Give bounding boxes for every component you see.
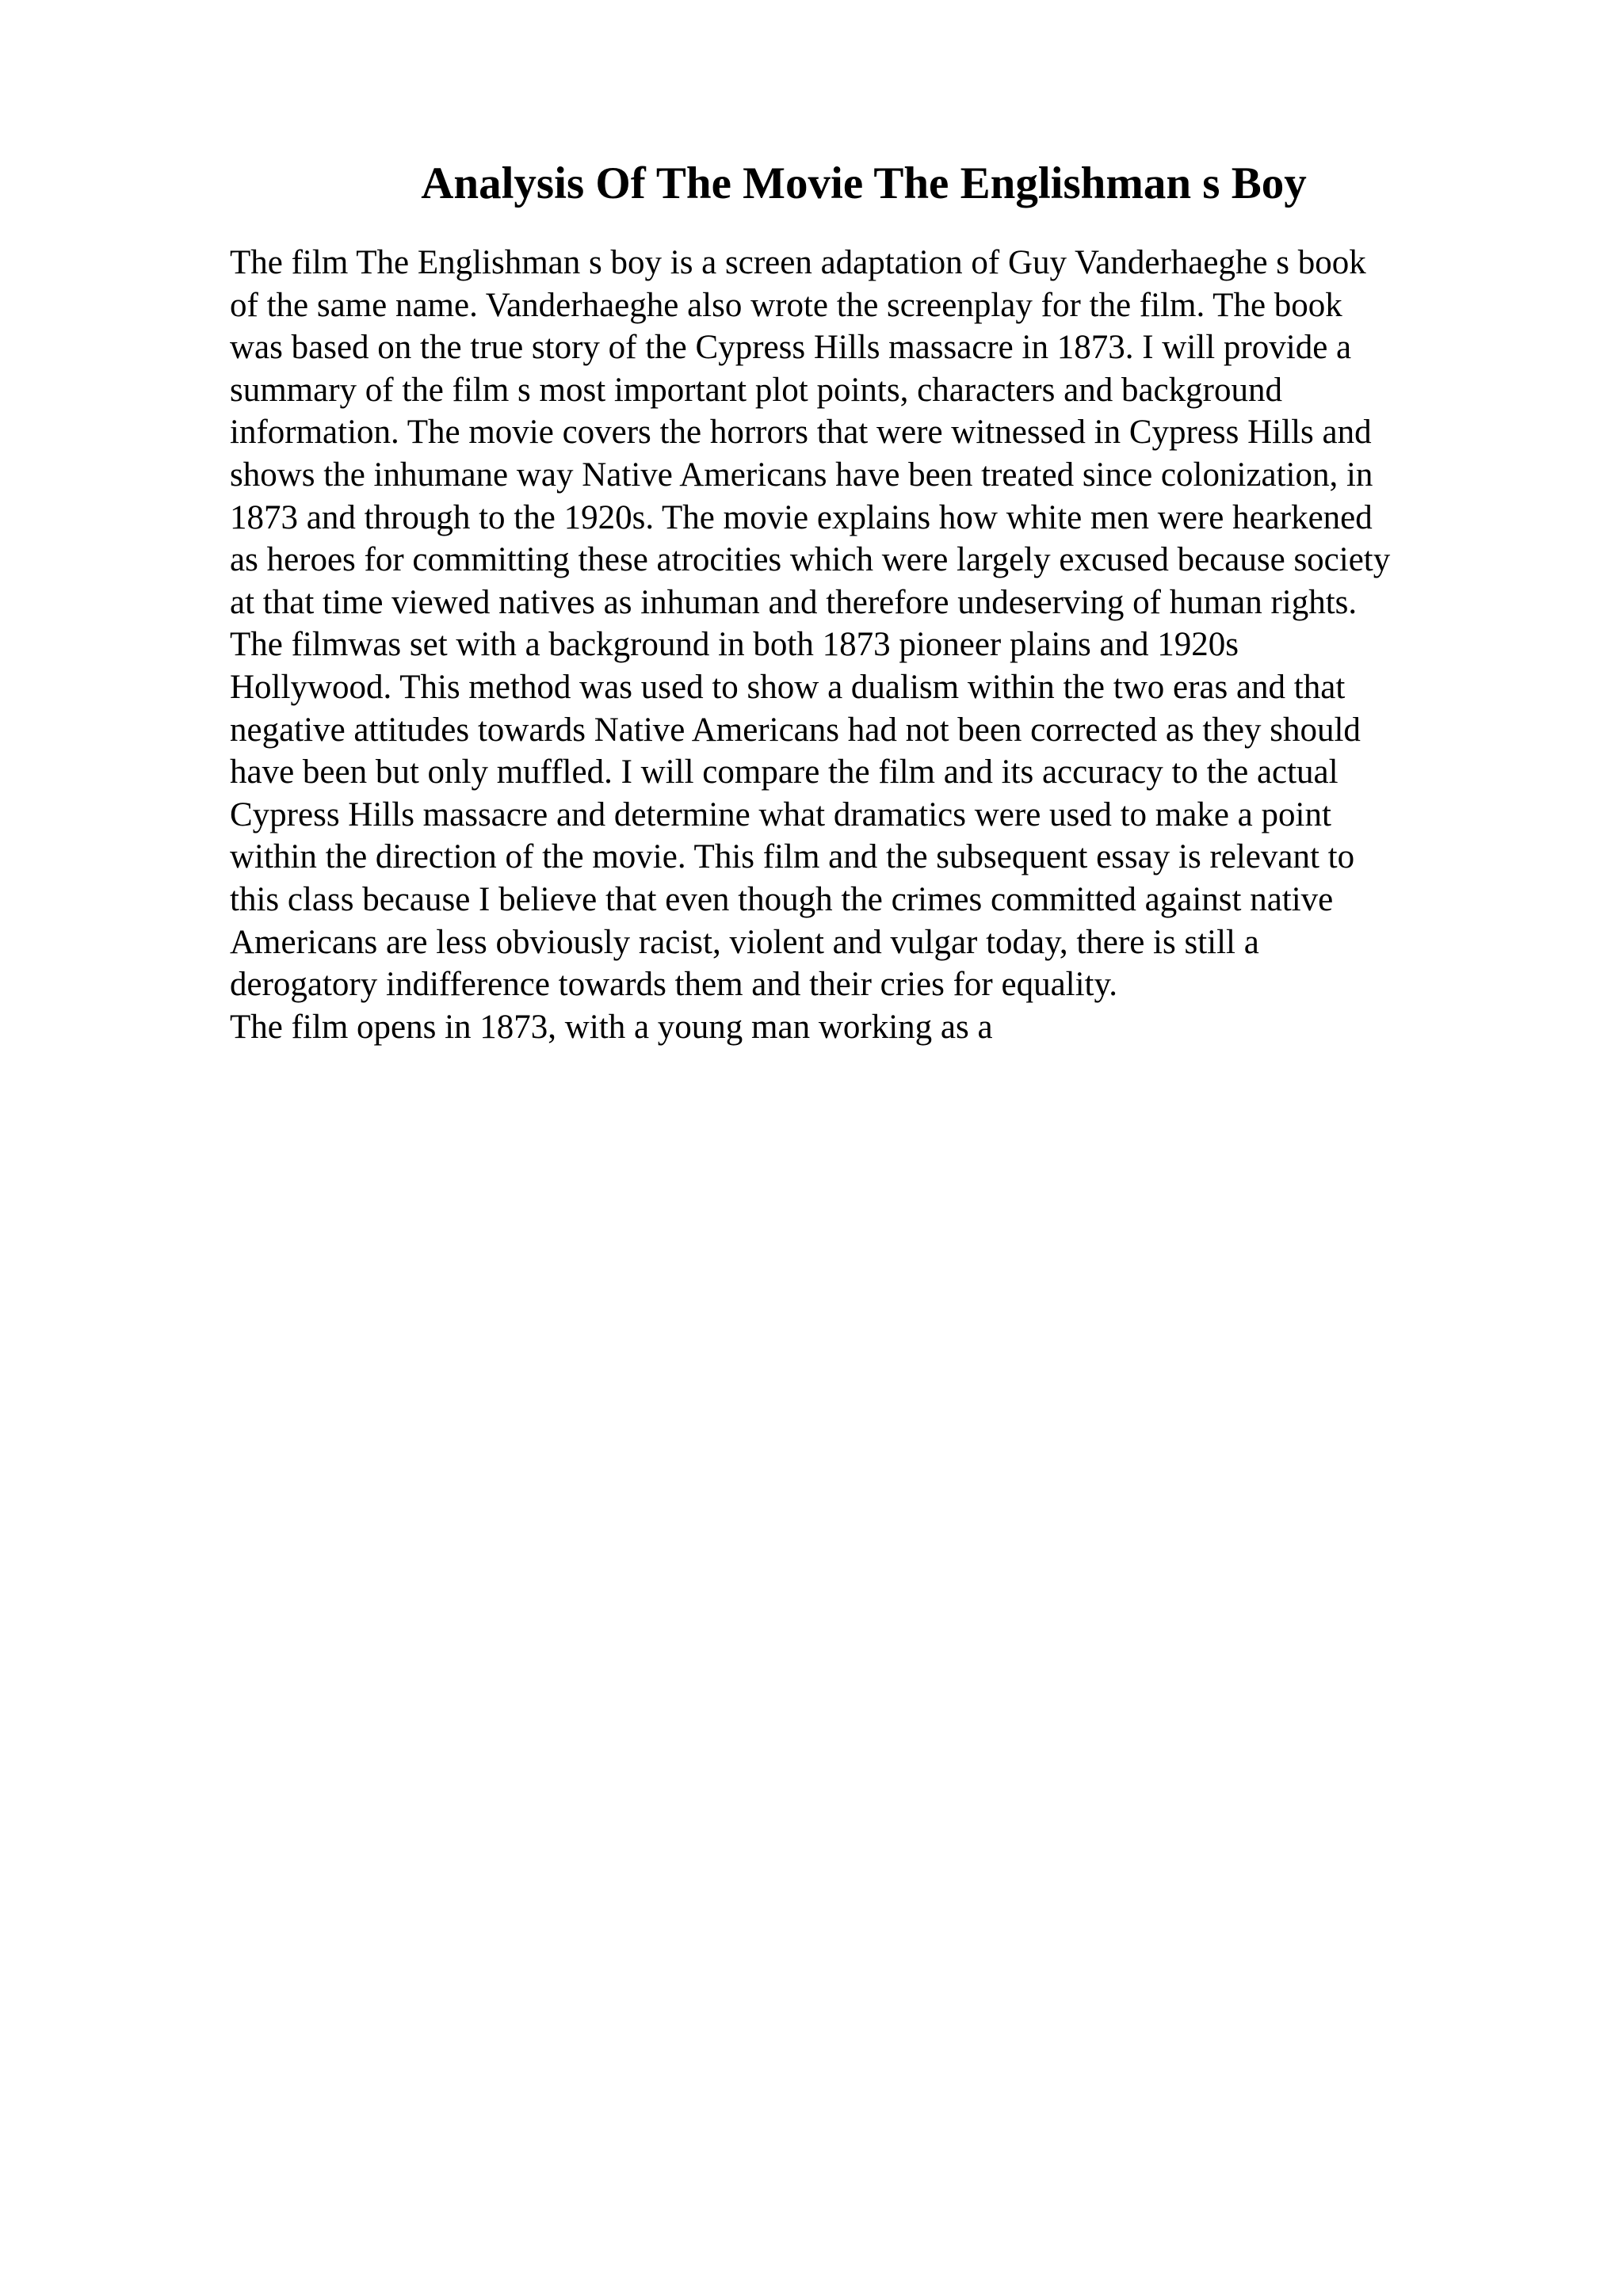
body-line: negative attitudes towards Native Americans had not been corrected as they should (230, 711, 1361, 749)
document-title: Analysis Of The Movie The Englishman s Boy (421, 158, 1307, 208)
body-line: at that time viewed natives as inhuman and therefore undeserving of human rights. (230, 583, 1358, 621)
body-line: was based on the true story of the Cypress Hills massacre in 1873. I will provide a (230, 329, 1352, 367)
body-line: as heroes for committing these atrocities which were largely excused because society (230, 541, 1391, 579)
body-line: shows the inhumane way Native Americans have been treated since colonization, in (230, 456, 1373, 494)
body-line: within the direction of the movie. This film and the subsequent essay is relevant to (230, 838, 1355, 876)
body-line: of the same name. Vanderhaeghe also wrote the screenplay for the film. The book (230, 286, 1342, 324)
body-line: 1873 and through to the 1920s. The movie explains how white men were hearkened (230, 498, 1373, 536)
body-line: Americans are less obviously racist, violent and vulgar today, there is still a (230, 923, 1259, 961)
body-line: have been but only muffled. I will compare the film and its accuracy to the actual (230, 753, 1338, 791)
body-line: The film The Englishman s boy is a screen adaptation of Guy Vanderhaeghe s book (230, 244, 1366, 281)
body-line: summary of the film s most important plot points, characters and background (230, 371, 1282, 409)
document-body (230, 242, 1514, 1048)
body-line: Hollywood. This method was used to show a dualism within the two eras and that (230, 668, 1346, 706)
body-line: this class because I believe that even though the crimes committed against native (230, 880, 1334, 918)
body-line: derogatory indifference towards them and their cries for equality. (230, 966, 1117, 1004)
body-line: information. The movie covers the horrors that were witnessed in Cypress Hills and (230, 414, 1372, 452)
body-line: The filmwas set with a background in both 1873 pioneer plains and 1920s (230, 626, 1239, 664)
body-line: Cypress Hills massacre and determine what dramatics were used to make a point (230, 795, 1331, 833)
body-line: The film opens in 1873, with a young man working as a (230, 1008, 993, 1046)
